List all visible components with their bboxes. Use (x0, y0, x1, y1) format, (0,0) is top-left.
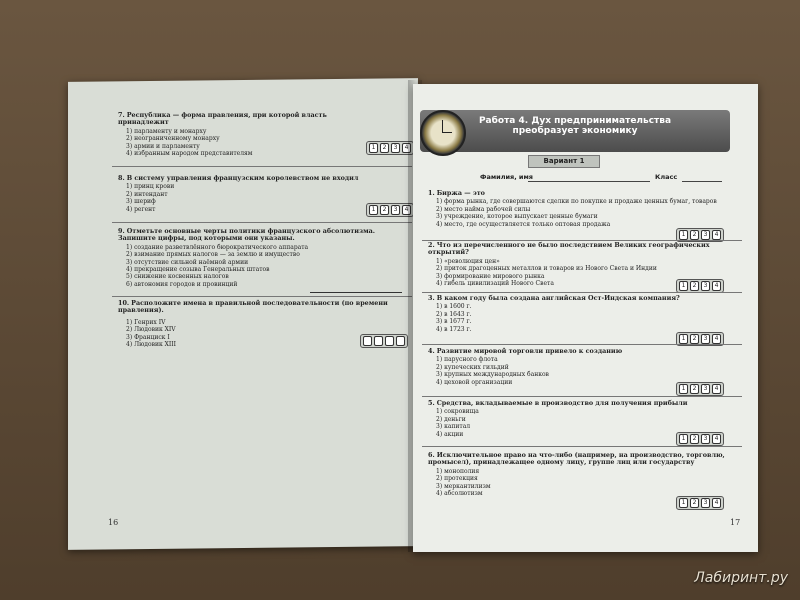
question-number: 6. (428, 451, 435, 459)
right-question-3 (428, 295, 728, 333)
option[interactable]: 4) цеховой организации (436, 378, 513, 386)
answer-box[interactable] (363, 336, 372, 346)
question-number: 4. (428, 347, 435, 355)
answer-box[interactable]: 1 (369, 143, 378, 153)
option[interactable]: 3) формирование мирового рынка (436, 272, 545, 280)
answer-boxes-8 (366, 203, 414, 217)
answer-box[interactable]: 1 (679, 230, 688, 240)
answer-box[interactable]: 3 (391, 143, 400, 153)
variant-label: Вариант 1 (528, 155, 600, 168)
option[interactable]: 2) интендант (126, 190, 168, 198)
class-field[interactable] (682, 181, 722, 182)
option[interactable]: 1) сокровища (436, 408, 479, 416)
question-number: 1. (428, 189, 435, 197)
answer-boxes-7 (366, 141, 414, 155)
answer-box[interactable] (385, 336, 394, 346)
option[interactable]: 3) в 1677 г. (436, 318, 472, 326)
right-question-6 (428, 452, 728, 497)
option[interactable]: 2) место найма рабочей силы (436, 205, 531, 213)
option[interactable]: 1) создание разветвлённого бюрократического аппарата (126, 243, 309, 251)
page-number-left: 16 (108, 518, 119, 527)
option[interactable]: 1) форма рынка, где совершаются сделки по покупке и продаже ценных бумаг, товаров (436, 198, 717, 206)
question-text: Средства, вкладываемые в производство для получения прибыли (436, 399, 688, 407)
option[interactable]: 4) абсолютизм (436, 490, 483, 498)
right-answer-boxes-2 (676, 279, 724, 293)
answer-box[interactable]: 3 (701, 434, 710, 444)
option[interactable]: 6) автономия городов и провинций (126, 280, 238, 288)
banner-title-line2: преобразует экономику (512, 126, 638, 136)
answer-box[interactable]: 1 (679, 281, 688, 291)
answer-box[interactable]: 3 (701, 498, 710, 508)
option[interactable]: 3) отсутствие сильной наёмной армии (126, 258, 249, 266)
fio-field[interactable] (528, 181, 650, 182)
option[interactable]: 3) крупных международных банков (436, 371, 549, 379)
question-number: 9. (118, 227, 125, 235)
option[interactable]: 1) «революция цен» (436, 257, 500, 265)
watermark-logo: Лабиринт.ру (694, 570, 788, 586)
answer-box[interactable]: 4 (402, 143, 411, 153)
question-text: Исключительное право на что-либо (например, на производство, торговлю, промысел), принадлежащее одному лицу, группе лиц или государству (428, 451, 725, 467)
divider (112, 166, 412, 167)
option[interactable]: 3) капитал (436, 423, 471, 431)
option[interactable]: 4) регент (126, 205, 156, 213)
option[interactable]: 5) снижение косвенных налогов (126, 273, 229, 281)
option[interactable]: 4) избранным народом представителям (126, 150, 253, 158)
answer-boxes-10 (360, 334, 408, 348)
question-8 (118, 175, 378, 213)
option[interactable]: 4) место, где осуществляется только оптовая продажа (436, 220, 611, 228)
option[interactable]: 2) взимание прямых налогов — за землю и имущество (126, 251, 300, 259)
question-text: В каком году была создана английская Ост-Индская компания? (436, 294, 680, 302)
answer-box[interactable]: 3 (701, 384, 710, 394)
fio-label: Фамилия, имя (480, 173, 533, 181)
option[interactable]: 3) Франциск I (126, 333, 170, 341)
answer-box[interactable]: 2 (690, 434, 699, 444)
right-question-1 (428, 190, 728, 228)
answer-line-9 (310, 284, 402, 293)
answer-box[interactable] (396, 336, 405, 346)
divider (422, 344, 742, 345)
answer-box[interactable]: 2 (690, 384, 699, 394)
answer-box[interactable]: 4 (712, 334, 721, 344)
option[interactable]: 1) принц крови (126, 183, 175, 191)
answer-box[interactable]: 1 (679, 384, 688, 394)
answer-box[interactable]: 2 (690, 281, 699, 291)
option[interactable]: 1) парусного флота (436, 356, 498, 364)
answer-box[interactable]: 1 (369, 205, 378, 215)
answer-box[interactable]: 4 (712, 281, 721, 291)
option[interactable]: 2) деньги (436, 415, 466, 423)
answer-box[interactable]: 4 (712, 434, 721, 444)
option[interactable]: 4) акции (436, 430, 464, 438)
answer-box[interactable]: 1 (679, 498, 688, 508)
answer-box[interactable]: 3 (391, 205, 400, 215)
option[interactable]: 4) в 1723 г. (436, 325, 472, 333)
divider (112, 222, 412, 223)
answer-box[interactable] (374, 336, 383, 346)
right-answer-boxes-4 (676, 382, 724, 396)
question-text: Развитие мировой торговли привело к созданию (436, 347, 623, 355)
option[interactable]: 2) купеческих гильдий (436, 363, 509, 371)
question-9 (118, 228, 408, 288)
page-number-right: 17 (730, 518, 741, 527)
work-title-banner (420, 110, 730, 152)
divider (422, 396, 742, 397)
answer-box[interactable]: 3 (701, 281, 710, 291)
option[interactable]: 4) Людовик XIII (126, 341, 177, 349)
divider (422, 292, 742, 293)
banner-title-line1: Работа 4. Дух предпринимательства (478, 116, 672, 126)
option[interactable]: 4) прекращение созыва Генеральных штатов (126, 266, 270, 274)
answer-box[interactable]: 3 (701, 334, 710, 344)
question-number: 5. (428, 399, 435, 407)
question-text: Отметьте основные черты политики французского абсолютизма. Запишите цифры, под которыми они указаны. (118, 227, 376, 243)
question-text: Расположите имена в правильной последовательности (по времени правления). (118, 299, 388, 315)
question-number: 7. (118, 111, 125, 119)
question-number: 10. (118, 299, 130, 307)
option[interactable]: 3) учреждение, которое выпускает ценные бумаги (436, 213, 598, 221)
question-text: В систему управления французским королевством не входил (126, 174, 359, 182)
answer-box[interactable]: 2 (380, 205, 389, 215)
question-number: 2. (428, 241, 435, 249)
option[interactable]: 3) шериф (126, 198, 156, 206)
question-text: Что из перечисленного не было последствием Великих географических открытий? (428, 241, 710, 257)
option[interactable]: 1) Генрих IV (126, 318, 166, 326)
question-text: Республика — форма правления, при которой власть принадлежит (118, 111, 327, 127)
option[interactable]: 2) в 1643 г. (436, 310, 472, 318)
question-7 (118, 112, 378, 157)
right-answer-boxes-5 (676, 432, 724, 446)
option[interactable]: 2) неограниченному монарху (126, 135, 220, 143)
divider (112, 296, 412, 297)
answer-input-line[interactable] (310, 284, 402, 293)
answer-box[interactable]: 3 (701, 230, 710, 240)
answer-box[interactable]: 4 (712, 498, 721, 508)
option[interactable]: 1) монополия (436, 467, 480, 475)
answer-box[interactable]: 4 (712, 384, 721, 394)
option[interactable]: 1) в 1600 г. (436, 303, 472, 311)
answer-box[interactable]: 2 (690, 498, 699, 508)
divider (422, 446, 742, 447)
answer-box[interactable]: 4 (712, 230, 721, 240)
class-label: Класс (655, 173, 678, 181)
clock-icon (420, 110, 466, 156)
option[interactable]: 3) армии и парламенту (126, 142, 200, 150)
answer-box[interactable]: 2 (690, 334, 699, 344)
option[interactable]: 2) приток драгоценных металлов и товаров из Нового Света и Индии (436, 265, 657, 273)
question-number: 3. (428, 294, 435, 302)
answer-box[interactable]: 1 (679, 334, 688, 344)
right-answer-boxes-6 (676, 496, 724, 510)
answer-box[interactable]: 2 (690, 230, 699, 240)
answer-box[interactable]: 2 (380, 143, 389, 153)
option[interactable]: 3) меркантилизм (436, 482, 491, 490)
question-text: Биржа — это (436, 189, 485, 197)
option[interactable]: 1) парламенту и монарху (126, 127, 207, 135)
answer-box[interactable]: 1 (679, 434, 688, 444)
question-number: 8. (118, 174, 125, 182)
option[interactable]: 2) Людовик XIV (126, 326, 176, 334)
right-question-4 (428, 348, 728, 386)
answer-box[interactable]: 4 (402, 205, 411, 215)
option[interactable]: 2) протекция (436, 475, 478, 483)
option[interactable]: 4) гибель цивилизаций Нового Света (436, 280, 554, 288)
